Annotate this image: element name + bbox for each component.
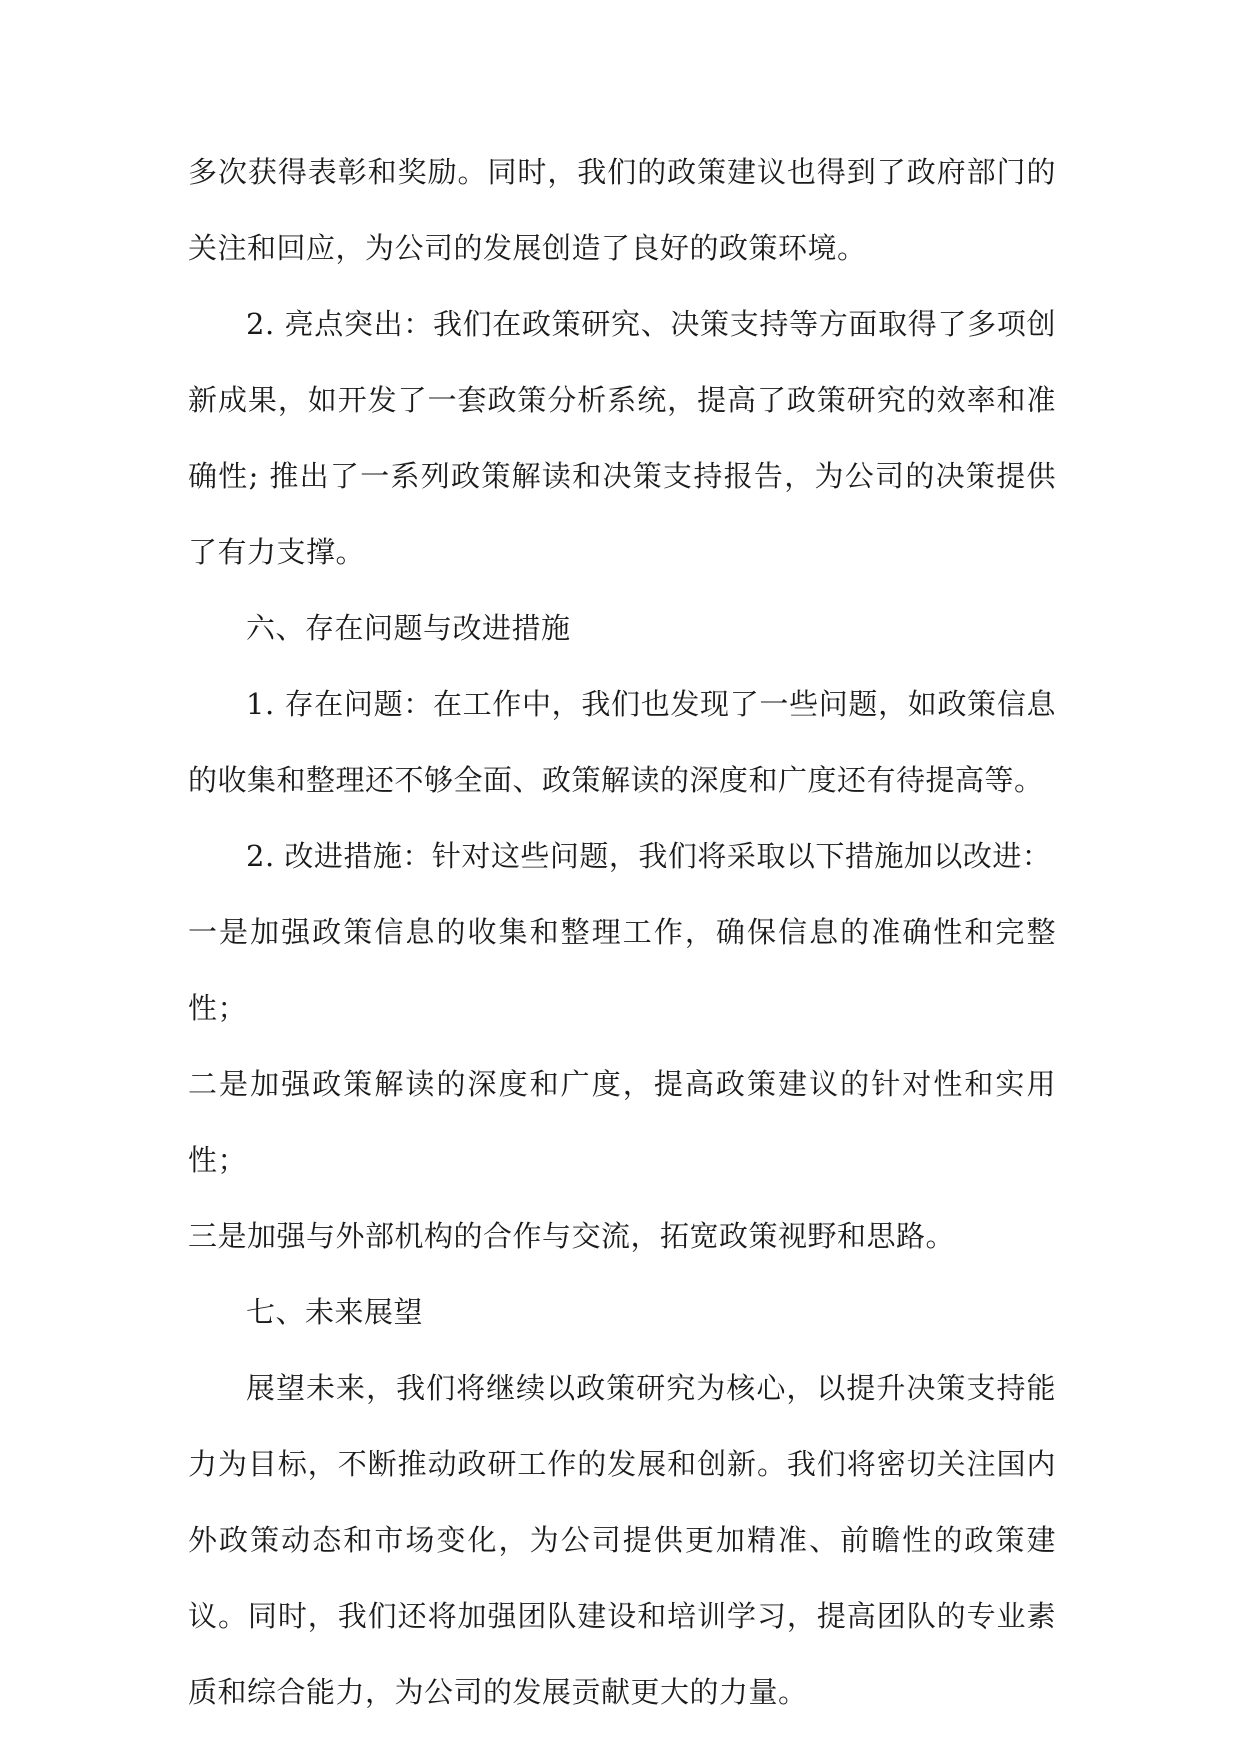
paragraph-improvements: 2. 改进措施：针对这些问题，我们将采取以下措施加以改进： [246,839,1052,873]
paragraph-measure-two: 二是加强政策解读的深度和广度，提高政策建议的针对性和实用性； [188,1067,1056,1177]
paragraph-outlook: 展望未来，我们将继续以政策研究为核心，以提升决策支持能力为目标，不断推动政研工作的发展和创新。我们将密切关注国内外政策动态和市场变化，为公司提供更加精准、前瞻性的政策建议。同时，我们还将加强团队建设和培训学习，提高团队的专业素质和综合能力，为公司的发展贡献更大的力量。 [188,1371,1056,1709]
paragraph-highlights: 2. 亮点突出：我们在政策研究、决策支持等方面取得了多项创新成果，如开发了一套政策分析系统，提高了政策研究的效率和准确性; 推出了一系列政策解读和决策支持报告，为公司的决策提供了有力支撑。 [188,307,1056,569]
section-heading-problems: 六、存在问题与改进措施 [246,611,571,645]
paragraph-measure-one: 一是加强政策信息的收集和整理工作，确保信息的准确性和完整性； [188,915,1056,1025]
paragraph-problems: 1. 存在问题：在工作中，我们也发现了一些问题，如政策信息的收集和整理还不够全面、政策解读的深度和广度还有待提高等。 [188,687,1056,797]
section-heading-outlook: 七、未来展望 [246,1295,424,1329]
paragraph-measure-three: 三是加强与外部机构的合作与交流，拓宽政策视野和思路。 [188,1219,956,1253]
paragraph-continuation: 多次获得表彰和奖励。同时，我们的政策建议也得到了政府部门的关注和回应，为公司的发展创造了良好的政策环境。 [188,155,1056,265]
document-body [188,134,1056,1730]
